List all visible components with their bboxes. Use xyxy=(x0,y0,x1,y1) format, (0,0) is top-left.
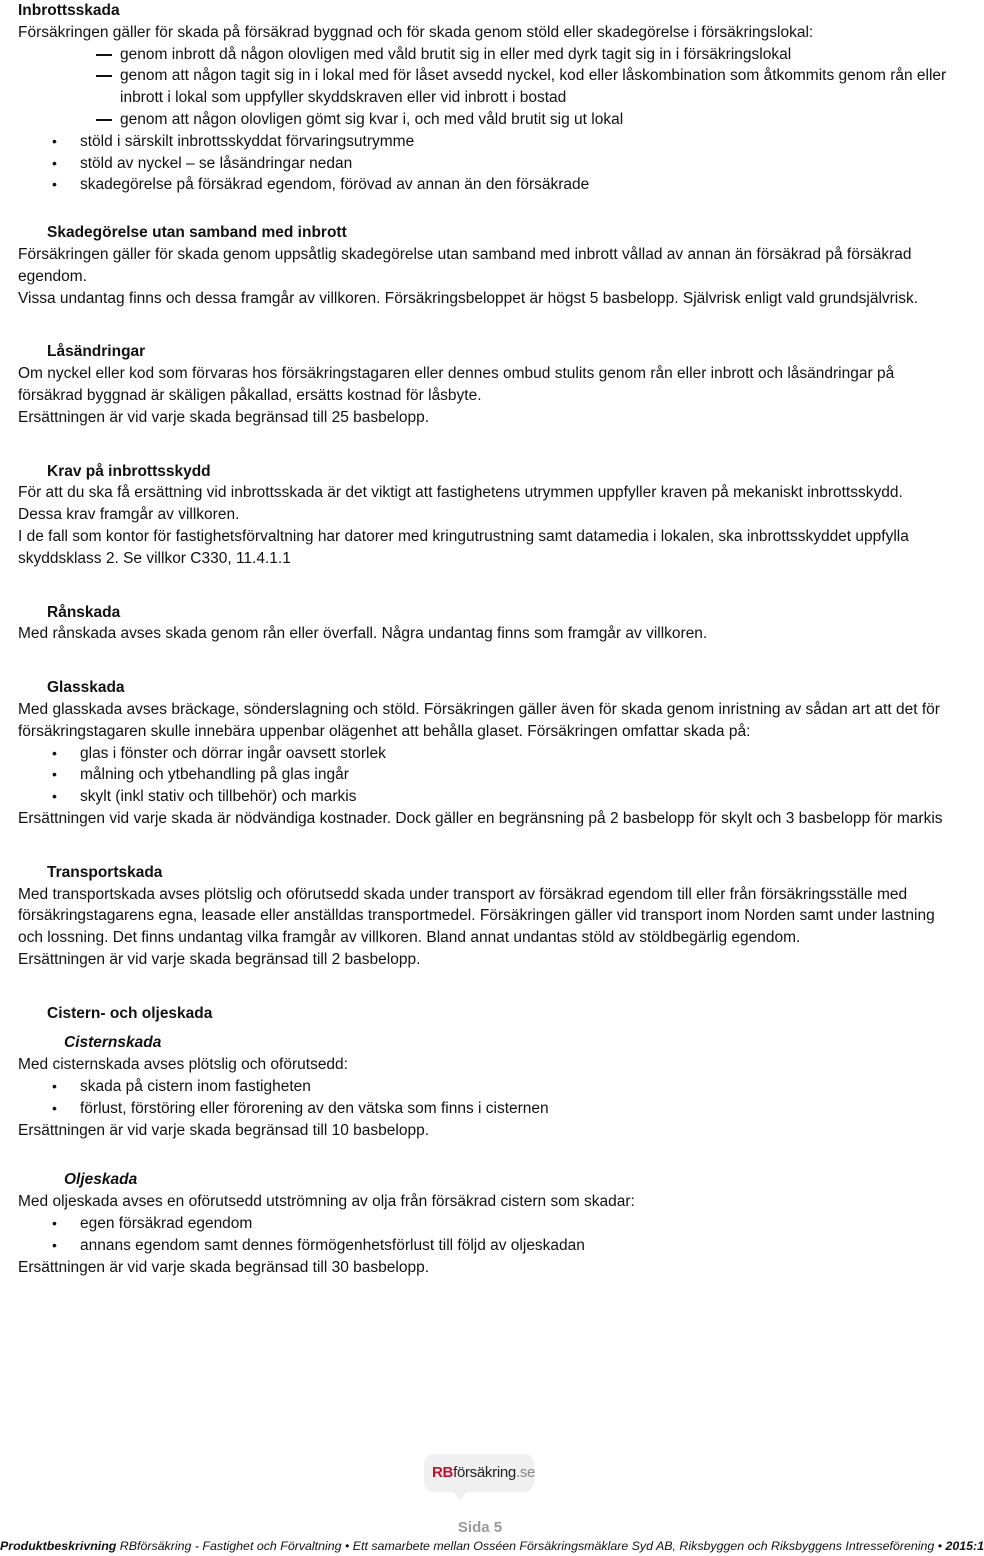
lasandringar-paragraph: Om nyckel eller kod som förvaras hos försäkringstagaren eller dennes ombud stulits genom rån eller inbrott och låsändringar på försäkrad byggnad är skäligen påkallad, ersätts kostnad för låsbyte. xyxy=(18,365,895,404)
logo-rb: RB xyxy=(432,1464,454,1481)
list-item: • stöld i särskilt inbrottsskyddat förvaringsutrymme xyxy=(18,131,948,153)
footer-title: Produktbeskrivning xyxy=(0,1539,117,1553)
list-item: • förlust, förstöring eller förorening av den vätska som finns i cisternen xyxy=(18,1098,948,1120)
footer-version: 2015:1 xyxy=(945,1539,984,1553)
list-item: genom inbrott då någon olovligen med våld brutit sig in eller med dyrk tagit sig in i försäkringslokal xyxy=(18,44,948,66)
lasandringar-paragraph-2: Ersättningen är vid varje skada begränsad till 25 basbelopp. xyxy=(18,408,430,426)
heading-skadegorelse: Skadegörelse utan samband med inbrott xyxy=(47,224,347,242)
heading-glasskada: Glasskada xyxy=(47,679,125,697)
ran-paragraph: Med rånskada avses skada genom rån eller överfall. Några undantag finns som framgår av villkoren. xyxy=(18,625,708,643)
heading-transportskada: Transportskada xyxy=(47,863,163,881)
list-item: genom att någon olovligen gömt sig kvar i, och med våld brutit sig ut lokal xyxy=(18,109,948,131)
glas-paragraph: Med glasskada avses bräckage, sönderslagning och stöld. Försäkringen gäller även för skada genom inristning av sådan art att det för försäkringstagaren skulle innebära uppenbar olägenhet att behålla glaset. Försäkringen omfattar skada på: xyxy=(18,700,940,740)
cistern-paragraph: Med cisternskada avses plötslig och oförutsedd: xyxy=(18,1056,348,1074)
heading-lasandringar: Låsändringar xyxy=(47,343,146,361)
page-footer xyxy=(0,1538,984,1554)
heading-inbrottsskada: Inbrottsskada xyxy=(18,2,120,19)
cistern-bullet-list xyxy=(18,1076,948,1120)
heading-cistern-oljeskada: Cistern- och oljeskada xyxy=(47,1004,213,1022)
list-item: • skylt (inkl stativ och tillbehör) och markis xyxy=(18,786,948,808)
skadegorelse-paragraph: Försäkringen gäller för skada genom uppsåtlig skadegörelse utan samband med inbrott vållad av annan än försäkrad på försäkrad egendom. xyxy=(18,245,912,285)
heading-ranskada: Rånskada xyxy=(47,603,121,621)
olja-paragraph-2: Ersättningen är vid varje skada begränsad till 30 basbelopp. xyxy=(18,1258,430,1276)
transport-paragraph-2: Ersättningen är vid varje skada begränsad till 2 basbelopp. xyxy=(18,950,421,968)
transport-paragraph: Med transportskada avses plötslig och oförutsedd skada under transport av försäkrad egendom till eller från försäkringsställe med försäkringstagarens egna, leasade eller anställdas transportmedel. Försäkringen gäller vid transport inom Norden samt under lastning och lossning. Det finns undantag vilka framgår av villkoren. Bland annat undantas stöld av stöldbegärlig egendom. xyxy=(18,885,935,947)
list-item: • skadegörelse på försäkrad egendom, förövad av annan än den försäkrade xyxy=(18,174,948,196)
inbrott-dash-list xyxy=(18,44,948,131)
list-item: • stöld av nyckel – se låsändringar nedan xyxy=(18,153,948,175)
cistern-paragraph-2: Ersättningen är vid varje skada begränsad till 10 basbelopp. xyxy=(18,1121,430,1139)
glas-bullet-list xyxy=(18,743,948,808)
inbrott-bullet-list xyxy=(18,131,948,196)
list-item: • glas i fönster och dörrar ingår oavsett storlek xyxy=(18,743,948,765)
list-item: • egen försäkrad egendom xyxy=(18,1213,948,1235)
heading-krav-inbrottsskydd: Krav på inbrottsskydd xyxy=(47,462,211,480)
heading-oljeskada: Oljeskada xyxy=(64,1171,138,1189)
list-item: • annans egendom samt dennes förmögenhetsförlust till följd av oljeskadan xyxy=(18,1235,948,1257)
olja-paragraph: Med oljeskada avses en oförutsedd utströmning av olja från försäkrad cistern som skadar: xyxy=(18,1193,635,1211)
inbrott-intro: Försäkringen gäller för skada på försäkrad byggnad och för skada genom stöld eller skadegörelse i försäkringslokal: xyxy=(18,23,814,41)
footer-text: RBförsäkring - Fastighet och Förvaltning • Ett samarbete mellan Osséen Försäkringsmäklare Syd AB, Riksbyggen och Riksbyggens Intresseförening • xyxy=(116,1539,946,1553)
krav-paragraph-2: I de fall som kontor för fastighetsförvaltning har datorer med kringutrustning samt datamedia i lokalen, ska inbrottsskyddet uppfylla skyddsklass 2. Se villkor C330, 11.4.1.1 xyxy=(18,527,909,567)
list-item: genom att någon tagit sig in i lokal med för låset avsedd nyckel, kod eller låskombination som åtkommits genom rån eller inbrott i lokal som uppfyller skyddskraven eller vid inbrott i bostad xyxy=(18,65,948,109)
heading-cisternskada: Cisternskada xyxy=(64,1034,162,1052)
rbforsakring-logo xyxy=(424,1454,536,1500)
logo-forsakring: försäkring xyxy=(453,1464,516,1481)
list-item: • målning och ytbehandling på glas ingår xyxy=(18,764,948,786)
krav-paragraph: För att du ska få ersättning vid inbrottsskada är det viktigt att fastighetens utrymmen uppfyller kraven på mekaniskt inbrottsskydd. Dessa krav framgår av villkoren. xyxy=(18,484,903,524)
olja-bullet-list xyxy=(18,1213,948,1257)
glas-paragraph-2: Ersättningen vid varje skada är nödvändiga kostnader. Dock gäller en begränsning på 2 basbelopp för skylt och 3 basbelopp för markis xyxy=(18,809,943,827)
document-page xyxy=(18,0,948,1278)
logo-se: .se xyxy=(515,1464,536,1481)
list-item: • skada på cistern inom fastigheten xyxy=(18,1076,948,1098)
page-number: Sida 5 xyxy=(457,1519,503,1536)
skadegorelse-paragraph-2: Vissa undantag finns och dessa framgår av villkoren. Försäkringsbeloppet är högst 5 basbelopp. Självrisk enligt vald grundsjälvrisk. xyxy=(18,289,919,307)
